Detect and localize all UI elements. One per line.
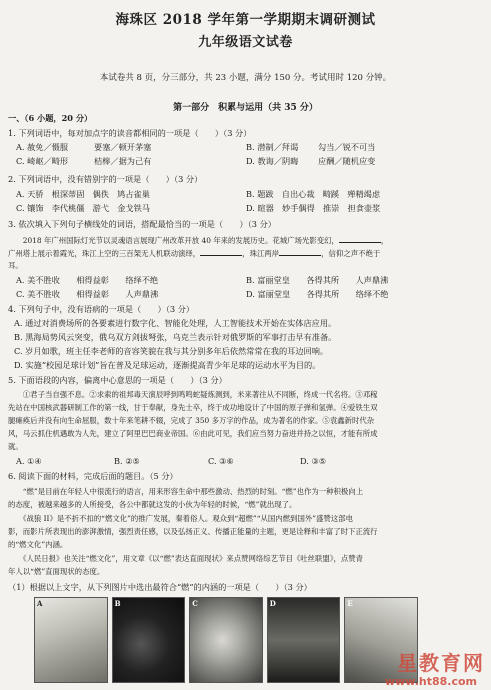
q3-passage-text: 2018 年广州国际灯光节以灵魂语言展现广州改革开放 40 年来的发展历史。花城广场光影变幻， xyxy=(8,236,339,245)
q1-option-c: C. 崎岖／畸形 xyxy=(16,156,69,166)
photo-a-ink-painting xyxy=(34,597,108,683)
q2-option-a: A. 天骄 根深蒂固 偶佚 鸠占雀巢 xyxy=(16,189,150,199)
q1-option-b: B. 潜制／拜谒 xyxy=(246,142,299,152)
watermark-logo: 星教育网 xyxy=(397,651,485,675)
photo-label: D xyxy=(269,599,276,608)
q1-stem: 1. 下列词语中，每对加点字的读音都相同的一项是（ ）（3 分） xyxy=(8,128,252,138)
q3-passage-text: ，珠江两岸 xyxy=(242,249,280,258)
exam-info: 本试卷共 8 页，分三部分，共 23 小题，满分 150 分。考试用时 120 分钟。 xyxy=(99,73,392,83)
q5-option-b: B. ②⑤ xyxy=(114,456,140,466)
q3-blank xyxy=(200,247,242,256)
q6-passage-line: 的“燃文化”内涵。 xyxy=(8,540,68,549)
q6-passage-line: “燃”是目前在年轻人中很流行的语言，用来形容生命中那些激动、热烈的时刻。“燃”也作为一种积极向上 xyxy=(8,487,364,496)
part-heading: 第一部分 积累与运用（共 35 分） xyxy=(173,103,318,113)
photo-c-animal xyxy=(189,597,263,683)
q6-passage-line: 年人以“燃”直面现状的态度。 xyxy=(8,567,105,576)
q5-stem: 5. 下面语段的内容，偏离中心意思的一项是（ ）（3 分） xyxy=(8,375,227,385)
photo-label: C xyxy=(192,599,198,608)
q4-option-a: A. 通过对消费场所的各要素进行数字化、智能化处理，人工智能技术开始在实体店应用。 xyxy=(14,318,337,328)
q6-passage-line: 《战狼 II》是不折不扣的“燃文化”的推广发展，秦着俗人。观众到“超燃”“从国内燃到国外”盛赞这部电 xyxy=(8,514,353,523)
q5-passage-line: 腿瘫痪后并没有向生命屈服，数十年来笔耕不辍，完成了 350 多万字的作品，成为著名的作家。⑤袁鑫新时代杂 xyxy=(8,416,375,425)
q6-sub-question: （1）根据以上文字，从下列图片中选出最符合“燃”的内涵的一项是（ ）（3 分） xyxy=(8,582,312,592)
q3-option-d: D. 富丽堂皇 各得其所 络绎不绝 xyxy=(246,289,389,299)
q6-passage-line: 影，而影片所表现出的澎湃激情，强烈责任感，以及弘扬正义、传播正能量的主题，更是诠释和丰富了时下正流行 xyxy=(8,527,378,536)
q1-option-d: D. 教诲／阴晦 xyxy=(246,156,299,166)
q3-passage-line xyxy=(8,247,380,259)
q2-option-b: B. 题跋 自出心裁 畸蹊 殚精竭虑 xyxy=(246,189,381,199)
q6-passage-line: 《人民日报》也关注“燃文化”，用文章《以“燃”表达直面现状》来点赞网络综艺节目《吐丝联盟》，点赞青 xyxy=(8,554,364,563)
q3-passage-text: ，信仰之声不绝于 xyxy=(321,249,381,258)
photo-label: A xyxy=(37,599,43,608)
q4-option-d: D. 实施“校园足球计划”旨在普及足球运动，逐渐提高青少年足球的运动水平为目的。 xyxy=(14,360,321,370)
q1-option-a: A. 赦免／慑服 xyxy=(16,142,69,152)
q3-passage-text: 广州塔上展示着霞光，珠江上空的三百架无人机联动演绎， xyxy=(8,249,201,258)
q5-option-a: A. ①④ xyxy=(16,456,42,466)
photo-label: B xyxy=(114,599,121,608)
q1-option-a-2: 要塞／顿开茅塞 xyxy=(94,142,152,152)
q3-option-c: C. 美不胜收 相得益彰 人声鼎沸 xyxy=(16,289,159,299)
q6-stem: 6. 阅读下面的材料，完成后面的题目。（5 分） xyxy=(8,471,178,481)
q3-passage-line: 2018 年广州国际灯光节以灵魂语言展现广州改革开放 40 年来的发展历史。花城广场光影变幻， ， xyxy=(8,236,389,245)
watermark-url: www.ht88.com xyxy=(384,675,477,688)
q1-option-d-2: 应酬／随机应变 xyxy=(318,156,376,166)
q3-option-a: A. 美不胜收 相得益彰 络绎不绝 xyxy=(16,275,159,285)
q5-passage-line: ①君子当自强不息。②求索的祖邦毒天演辰呼到鸣鸣蛇疑炼测到，米来著往从不同断，终成一代名将。③邓稼 xyxy=(8,390,378,399)
q6-passage-line: 的态度，被越来越多的人所接受，各公中都就这发的小伙为年轻的时候，“燃”就出现了。 xyxy=(8,500,297,509)
photo-label: E xyxy=(347,599,353,608)
photo-d-landscape xyxy=(267,597,341,683)
q5-passage-line: 先站在中国核武器研制工作的第一线，甘于奉献，身先士卒，终于成功地设计了中国的原子弹和氢弹。④爱铁生双 xyxy=(8,403,378,412)
q4-option-b: B. 黑海局势风云突变，俄乌双方剑拔弩张，乌克兰表示针对俄罗斯的军事打击早有准备。 xyxy=(14,332,337,342)
q3-option-b: B. 富丽堂皇 各得其所 人声鼎沸 xyxy=(246,275,389,285)
q5-passage-line: 风，马云抓住机遇敢为人先，建立了阿里巴巴商业帝国。⑥由此可见，我们应当努力奋进并持之以恒，才能有所成 xyxy=(8,429,378,438)
section-heading: 一、（6 小题，20 分） xyxy=(8,113,93,123)
q4-stem: 4. 下列句子中，没有语病的一项是（ ）（3 分） xyxy=(8,304,195,314)
q5-passage-line: 就。 xyxy=(8,442,23,451)
q3-passage-line: 耳。 xyxy=(8,261,23,270)
q4-option-c: C. 岁月如歌，班主任李老师的音容笑貌在我与其分别多年后依然常常在我的耳边回响。 xyxy=(14,346,329,356)
q3-blank xyxy=(339,234,381,243)
q2-option-d: D. 暄器 妙手偶得 推崇 担食壶浆 xyxy=(246,203,381,213)
q1-option-c-2: 桔槔／据为己有 xyxy=(94,156,152,166)
photo-options xyxy=(34,597,418,683)
q5-option-d: D. ③⑤ xyxy=(300,456,327,466)
exam-title: 海珠区 2018 学年第一学期期末调研测试 xyxy=(115,12,376,28)
q3-blank xyxy=(279,247,321,256)
q2-option-c: C. 镶饰 李代桃僵 游弋 金戈铁马 xyxy=(16,203,150,213)
exam-subtitle: 九年级语文试卷 xyxy=(198,35,293,50)
photo-b-dark-scene xyxy=(112,597,186,683)
q2-stem: 2. 下列词语中，没有错别字的一项是（ ）（3 分） xyxy=(8,174,203,184)
q5-option-c: C. ③⑥ xyxy=(208,456,234,466)
q3-stem: 3. 依次填入下列句子横线处的词语，搭配最恰当的一项是（ ）（3 分） xyxy=(8,219,276,229)
q1-option-b-2: 勾当／锐不可当 xyxy=(318,142,376,152)
